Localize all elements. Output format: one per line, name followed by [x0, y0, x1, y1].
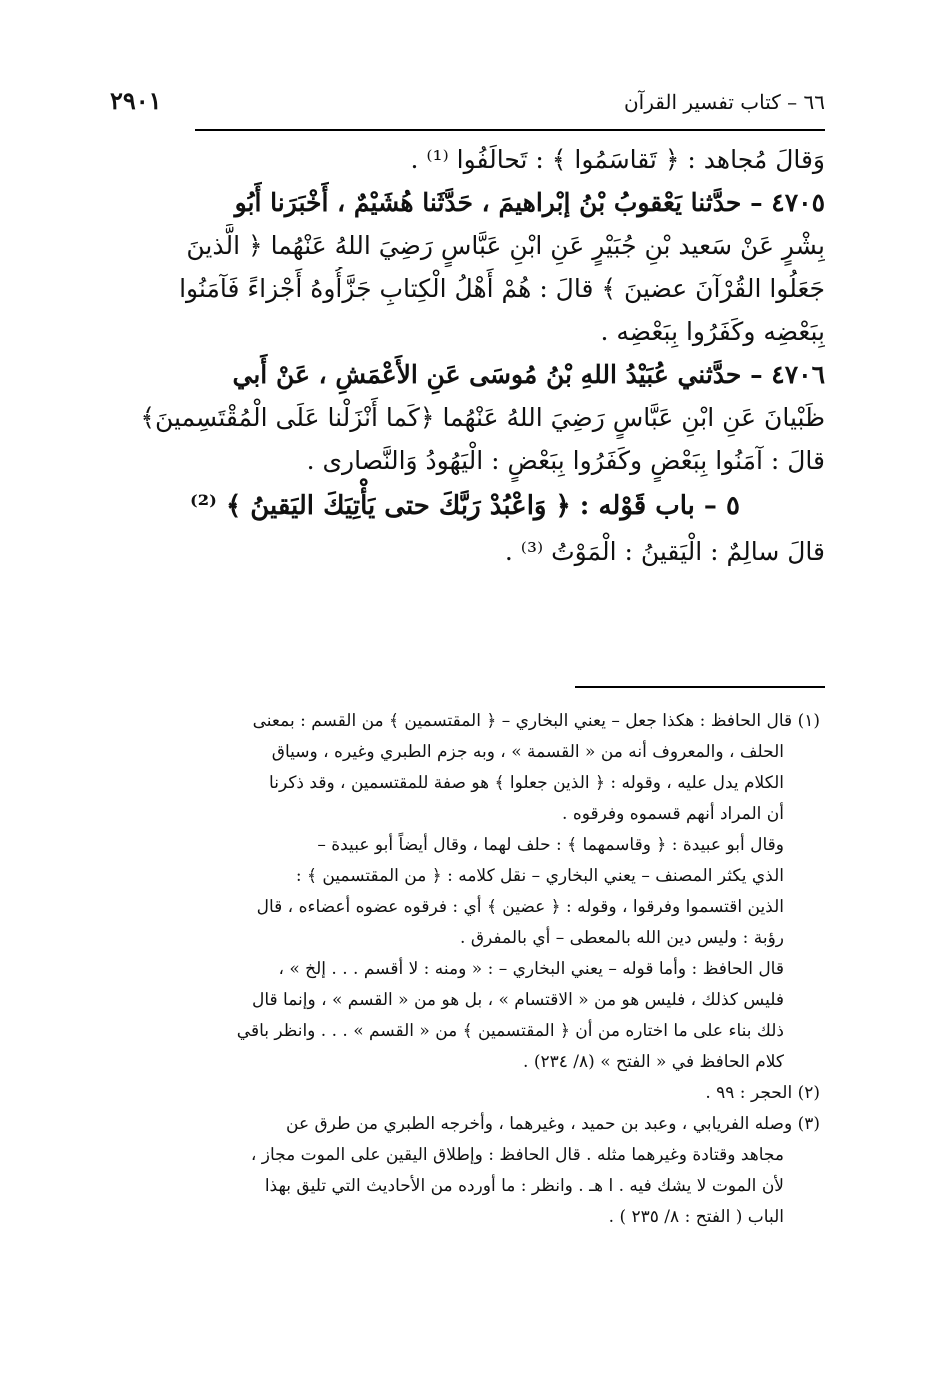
footnote-line: الحلف ، والمعروف أنه من « القسمة » ، وبه جزم الطبري وغيره ، وسياق	[271, 742, 784, 762]
footnote-line: الباب ( الفتح : ٨/ ٢٣٥ ) .	[608, 1207, 784, 1227]
hadith-line: قالَ : آمَنُوا بِبَعْضٍ وكَفَرُوا بِبَعْضٍ : الْيَهُودُ وَالنَّصارى .	[306, 446, 825, 475]
page-number: ٢٩٠١	[110, 86, 162, 115]
chapter-heading: ٥ – باب قَوْله : ﴿ وَاعْبُدْ رَبَّكَ حتى يَأْتِيَكَ اليَقينُ ﴾ ⁽²⁾	[190, 491, 740, 521]
footnote-1	[110, 706, 820, 1078]
footnote-line: قال الحافظ : وأما قوله – يعني البخاري – : « ومنه : لا أقسم . . . إلخ » ،	[278, 959, 784, 979]
header-rule	[195, 129, 825, 131]
footnote-line: أن المراد أنهم قسموه وفرقوه .	[562, 804, 784, 824]
salim-line: قالَ سالِمٌ : الْيَقينُ : الْمَوْتُ ⁽³⁾ .	[504, 537, 825, 566]
hadith-line: ٤٧٠٥ – حدَّثنا يَعْقوبُ بْنُ إبْراهيمَ ، حَدَّثَنا هُشَيْمٌ ، أَخْبَرَنا أَبُو	[234, 188, 825, 217]
hadith-4706	[105, 353, 825, 482]
footnote-2: (٢) الحجر : ٩٩ .	[705, 1083, 820, 1103]
footnote-line: كلام الحافظ في « الفتح » (٨/ ٢٣٤) .	[523, 1052, 784, 1072]
footnote-line: وقال أبو عبيدة : ﴿ وقاسمهما ﴾ : حلف لهما ، وقال أيضاً أبو عبيدة –	[317, 835, 784, 855]
hadith-line: ٤٧٠٦ – حدَّثني عُبَيْدُ اللهِ بْنُ مُوسَى عَنِ الأَعْمَشِ ، عَنْ أَبي	[232, 360, 825, 389]
footnote-line: ذلك بناء على ما اختاره من أن ﴿ المقتسمين ﴾ من « القسم » . . . وانظر باقي	[236, 1021, 784, 1041]
footnote-3	[110, 1109, 820, 1233]
hadith-4705	[105, 181, 825, 353]
footnote-line: (١) قال الحافظ : هكذا جعل – يعني البخاري – ﴿ المقتسمين ﴾ من القسم : بمعنى	[252, 711, 820, 731]
footnote-line: (٣) وصله الفريابي ، وعبد بن حميد ، وغيرهما ، وأخرجه الطبري من طرق عن	[286, 1114, 820, 1134]
hadith-line: جَعَلُوا القُرْآنَ عضينَ ﴾ قالَ : هُمْ أَهْلُ الْكِتابِ جَزَّأُوهُ أَجْزاءً فَآمَنُوا	[179, 274, 825, 303]
footnote-rule	[575, 686, 825, 688]
hadith-line: بِشْرٍ عَنْ سَعيد بْنِ جُبَيْرٍ عَنِ ابْنِ عَبَّاسٍ رَضِيَ اللهُ عَنْهُما ﴿ الَّذينَ	[186, 231, 825, 260]
mujahid-line: وَقالَ مُجاهد : ﴿ تَقاسَمُوا ﴾ : تَحالَفُوا ⁽¹⁾ .	[410, 145, 825, 174]
running-title: ٦٦ – كتاب تفسير القرآن	[623, 90, 825, 114]
page-header	[110, 86, 825, 126]
hadith-line: بِبَعْضِه وكَفَرُوا بِبَعْضِه .	[600, 317, 825, 346]
footnote-line: لأن الموت لا يشك فيه . ا هـ . وانظر : ما أورده من الأحاديث التي تليق بهذا	[264, 1176, 784, 1196]
main-text	[105, 138, 825, 573]
footnote-line: الذين اقتسموا وفرقوا ، وقوله : ﴿ عضين ﴾ أي : فرقوه عضوه أعضاءه ، قال	[256, 897, 784, 917]
footnote-line: رؤبة : وليس دين الله بالمعطى – أي بالمفرق .	[460, 928, 784, 948]
footnote-line: الذي يكثر المصنف – يعني البخاري – نقل كلامه : ﴿ من المقتسمين ﴾ :	[295, 866, 784, 886]
footnote-line: الكلام يدل عليه ، وقوله : ﴿ الذين جعلوا ﴾ هو صفة للمقتسمين ، وقد ذكرنا	[269, 773, 784, 793]
footnote-line: مجاهد وقتادة وغيرهما مثله . قال الحافظ : وإطلاق اليقين على الموت مجاز ،	[250, 1145, 784, 1165]
footnotes	[110, 706, 820, 1233]
hadith-line: ظَبْيانَ عَنِ ابْنِ عَبَّاسٍ رَضِيَ اللهُ عَنْهُما ﴿كَما أَنْزَلْنا عَلَى الْمُقْتَسِمينَ﴾	[140, 403, 825, 432]
footnote-line: فليس كذلك ، فليس هو من « الاقتسام » ، بل هو من « القسم » ، وإنما قال	[251, 990, 784, 1010]
